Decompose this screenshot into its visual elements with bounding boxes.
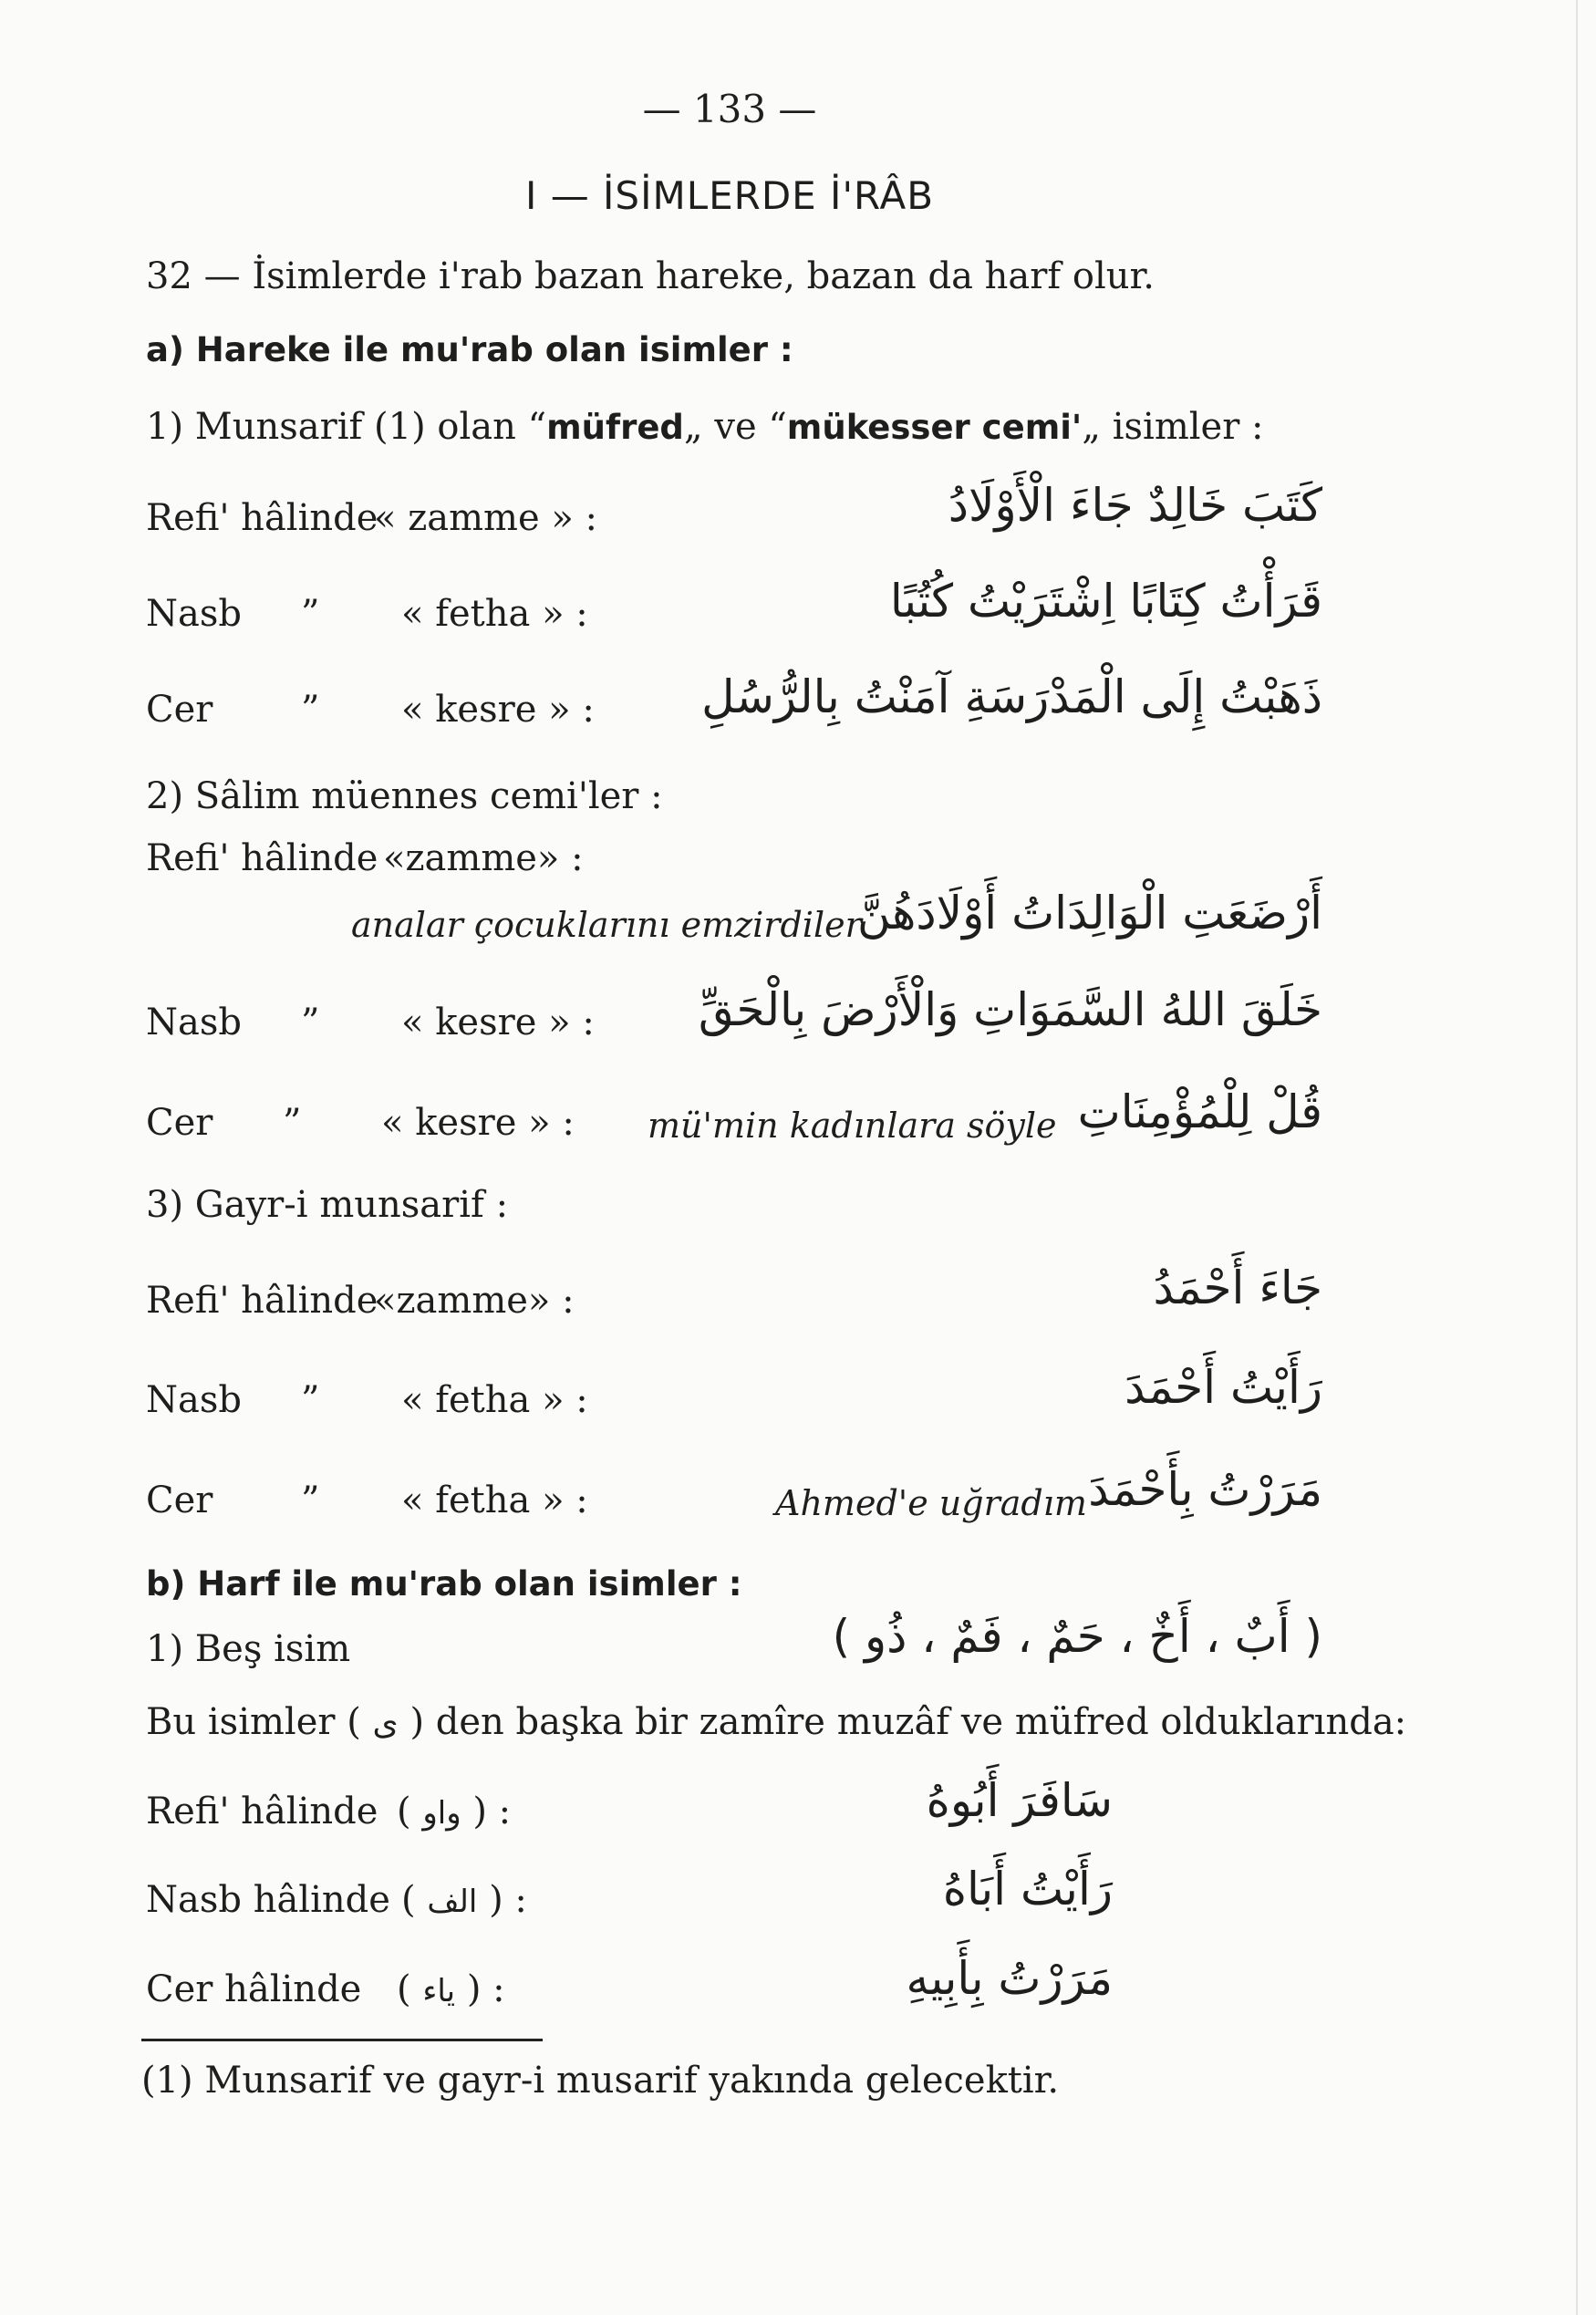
arabic-example: رَأَيْتُ أَحْمَدَ (1124, 1361, 1322, 1414)
footnote-rule (141, 2039, 543, 2041)
case-label: Refi' hâlinde (146, 1791, 378, 1832)
case-label: Refi' hâlinde (146, 1280, 378, 1322)
arabic-example: رَأَيْتُ أَبَاهُ (942, 1863, 1113, 1915)
intro-paragraph: 32 — İsimlerde i'rab bazan hareke, bazan da harf olur. (146, 255, 1155, 297)
arabic-letter-name: الف (427, 1884, 478, 1920)
arabic-example: خَلَقَ اللهُ السَّمَوَاتِ وَالْأَرْضَ بِالْحَقِّ (698, 983, 1322, 1036)
condition-arabic-letter: ى (372, 1705, 399, 1742)
paren-close: ) : (466, 1968, 505, 2010)
case-label: Refi' hâlinde (146, 837, 378, 879)
group1-heading (146, 406, 1264, 448)
case-mark: « zamme » : (374, 497, 598, 539)
section-b-heading: b) Harf ile mu'rab olan isimler : (146, 1564, 742, 1604)
paren-open: ( (397, 1791, 411, 1832)
case-mark: « fetha » : (401, 1479, 588, 1521)
arabic-example: قُلْ لِلْمُؤْمِنَاتِ (1077, 1085, 1322, 1138)
translation: mü'min kadınlara söyle (648, 1106, 1057, 1146)
ditto-mark: ” (301, 689, 320, 731)
group2-heading: 2) Sâlim müennes cemi'ler : (146, 775, 663, 817)
page-number: — 133 — (642, 87, 817, 131)
paren-close: ) : (489, 1879, 527, 1921)
case-letter-mark (401, 1879, 527, 1921)
arabic-example: كَتَبَ خَالِدٌ جَاءَ الْأَوْلَادُ (948, 479, 1322, 532)
footnote: (1) Munsarif ve gayr-i musarif yakında gelecektir. (141, 2060, 1060, 2102)
arabic-example: مَرَرْتُ بِأَحْمَدَ (1088, 1463, 1322, 1516)
case-mark: « kesre » : (401, 1002, 595, 1043)
case-label: Nasb (146, 1379, 242, 1421)
condition-sentence (146, 1701, 1406, 1743)
group1-heading-post: „ isimler : (1082, 406, 1264, 448)
section-title: I — İSİMLERDE İ'RÂB (524, 173, 935, 218)
group3-heading: 3) Gayr-i munsarif : (146, 1184, 509, 1226)
case-mark: « kesre » : (381, 1102, 575, 1144)
arabic-example: جَاءَ أَحْمَدُ (1153, 1261, 1322, 1314)
group1-heading-pre: 1) Munsarif (1) olan “ (146, 406, 547, 448)
case-letter-mark (397, 1791, 511, 1832)
case-label: Nasb hâlinde (146, 1879, 390, 1921)
case-mark: « fetha » : (401, 1379, 588, 1421)
translation: analar çocuklarını emzirdiler (351, 905, 862, 945)
paren-open: ( (397, 1968, 411, 2010)
group1-heading-mid: „ ve “ (683, 406, 787, 448)
section-a-heading: a) Hareke ile mu'rab olan isimler : (146, 330, 793, 369)
ditto-mark: ” (301, 1379, 320, 1421)
case-mark: «zamme» : (383, 837, 584, 879)
five-nouns-arabic: ( أَبٌ ، أَخٌ ، حَمٌ ، فَمٌ ، ذُو ) (832, 1610, 1322, 1663)
case-label: Cer hâlinde (146, 1968, 362, 2010)
arabic-example: سَافَرَ أَبُوهُ (926, 1774, 1113, 1827)
case-mark: « kesre » : (401, 689, 595, 731)
case-letter-mark (397, 1968, 505, 2010)
condition-post: ) den başka bir zamîre muzâf ve müfred olduklarında: (409, 1701, 1407, 1743)
ditto-mark: ” (301, 1479, 320, 1521)
ditto-mark: ” (301, 593, 320, 635)
arabic-example: أَرْضَعَتِ الْوَالِدَاتُ أَوْلَادَهُنَّ (856, 887, 1322, 939)
case-label: Cer (146, 689, 213, 731)
case-mark: « fetha » : (401, 593, 588, 635)
case-label: Refi' hâlinde (146, 497, 378, 539)
translation: Ahmed'e uğradım (775, 1483, 1087, 1523)
case-label: Nasb (146, 1002, 242, 1043)
arabic-letter-name: واو (422, 1795, 461, 1832)
page-edge (1576, 0, 1578, 2315)
case-label: Cer (146, 1102, 213, 1144)
arabic-example: قَرَأْتُ كِتَابًا اِشْتَرَيْتُ كُتُبًا (889, 575, 1322, 628)
arabic-example: ذَهَبْتُ إِلَى الْمَدْرَسَةِ آمَنْتُ بِالرُّسُلِ (701, 670, 1322, 723)
arabic-letter-name: ياء (422, 1973, 456, 2009)
five-nouns-label: 1) Beş isim (146, 1628, 351, 1670)
group1-heading-bold1: müfred (546, 408, 684, 447)
case-label: Cer (146, 1479, 213, 1521)
case-label: Nasb (146, 593, 242, 635)
paren-close: ) : (472, 1791, 512, 1832)
ditto-mark: ” (283, 1102, 302, 1144)
case-mark: «zamme» : (374, 1280, 575, 1322)
group1-heading-bold2: mükesser cemi' (786, 408, 1083, 447)
ditto-mark: ” (301, 1002, 320, 1043)
arabic-example: مَرَرْتُ بِأَبِيهِ (906, 1952, 1113, 2005)
paren-open: ( (401, 1879, 416, 1921)
condition-pre: Bu isimler ( (146, 1701, 361, 1743)
